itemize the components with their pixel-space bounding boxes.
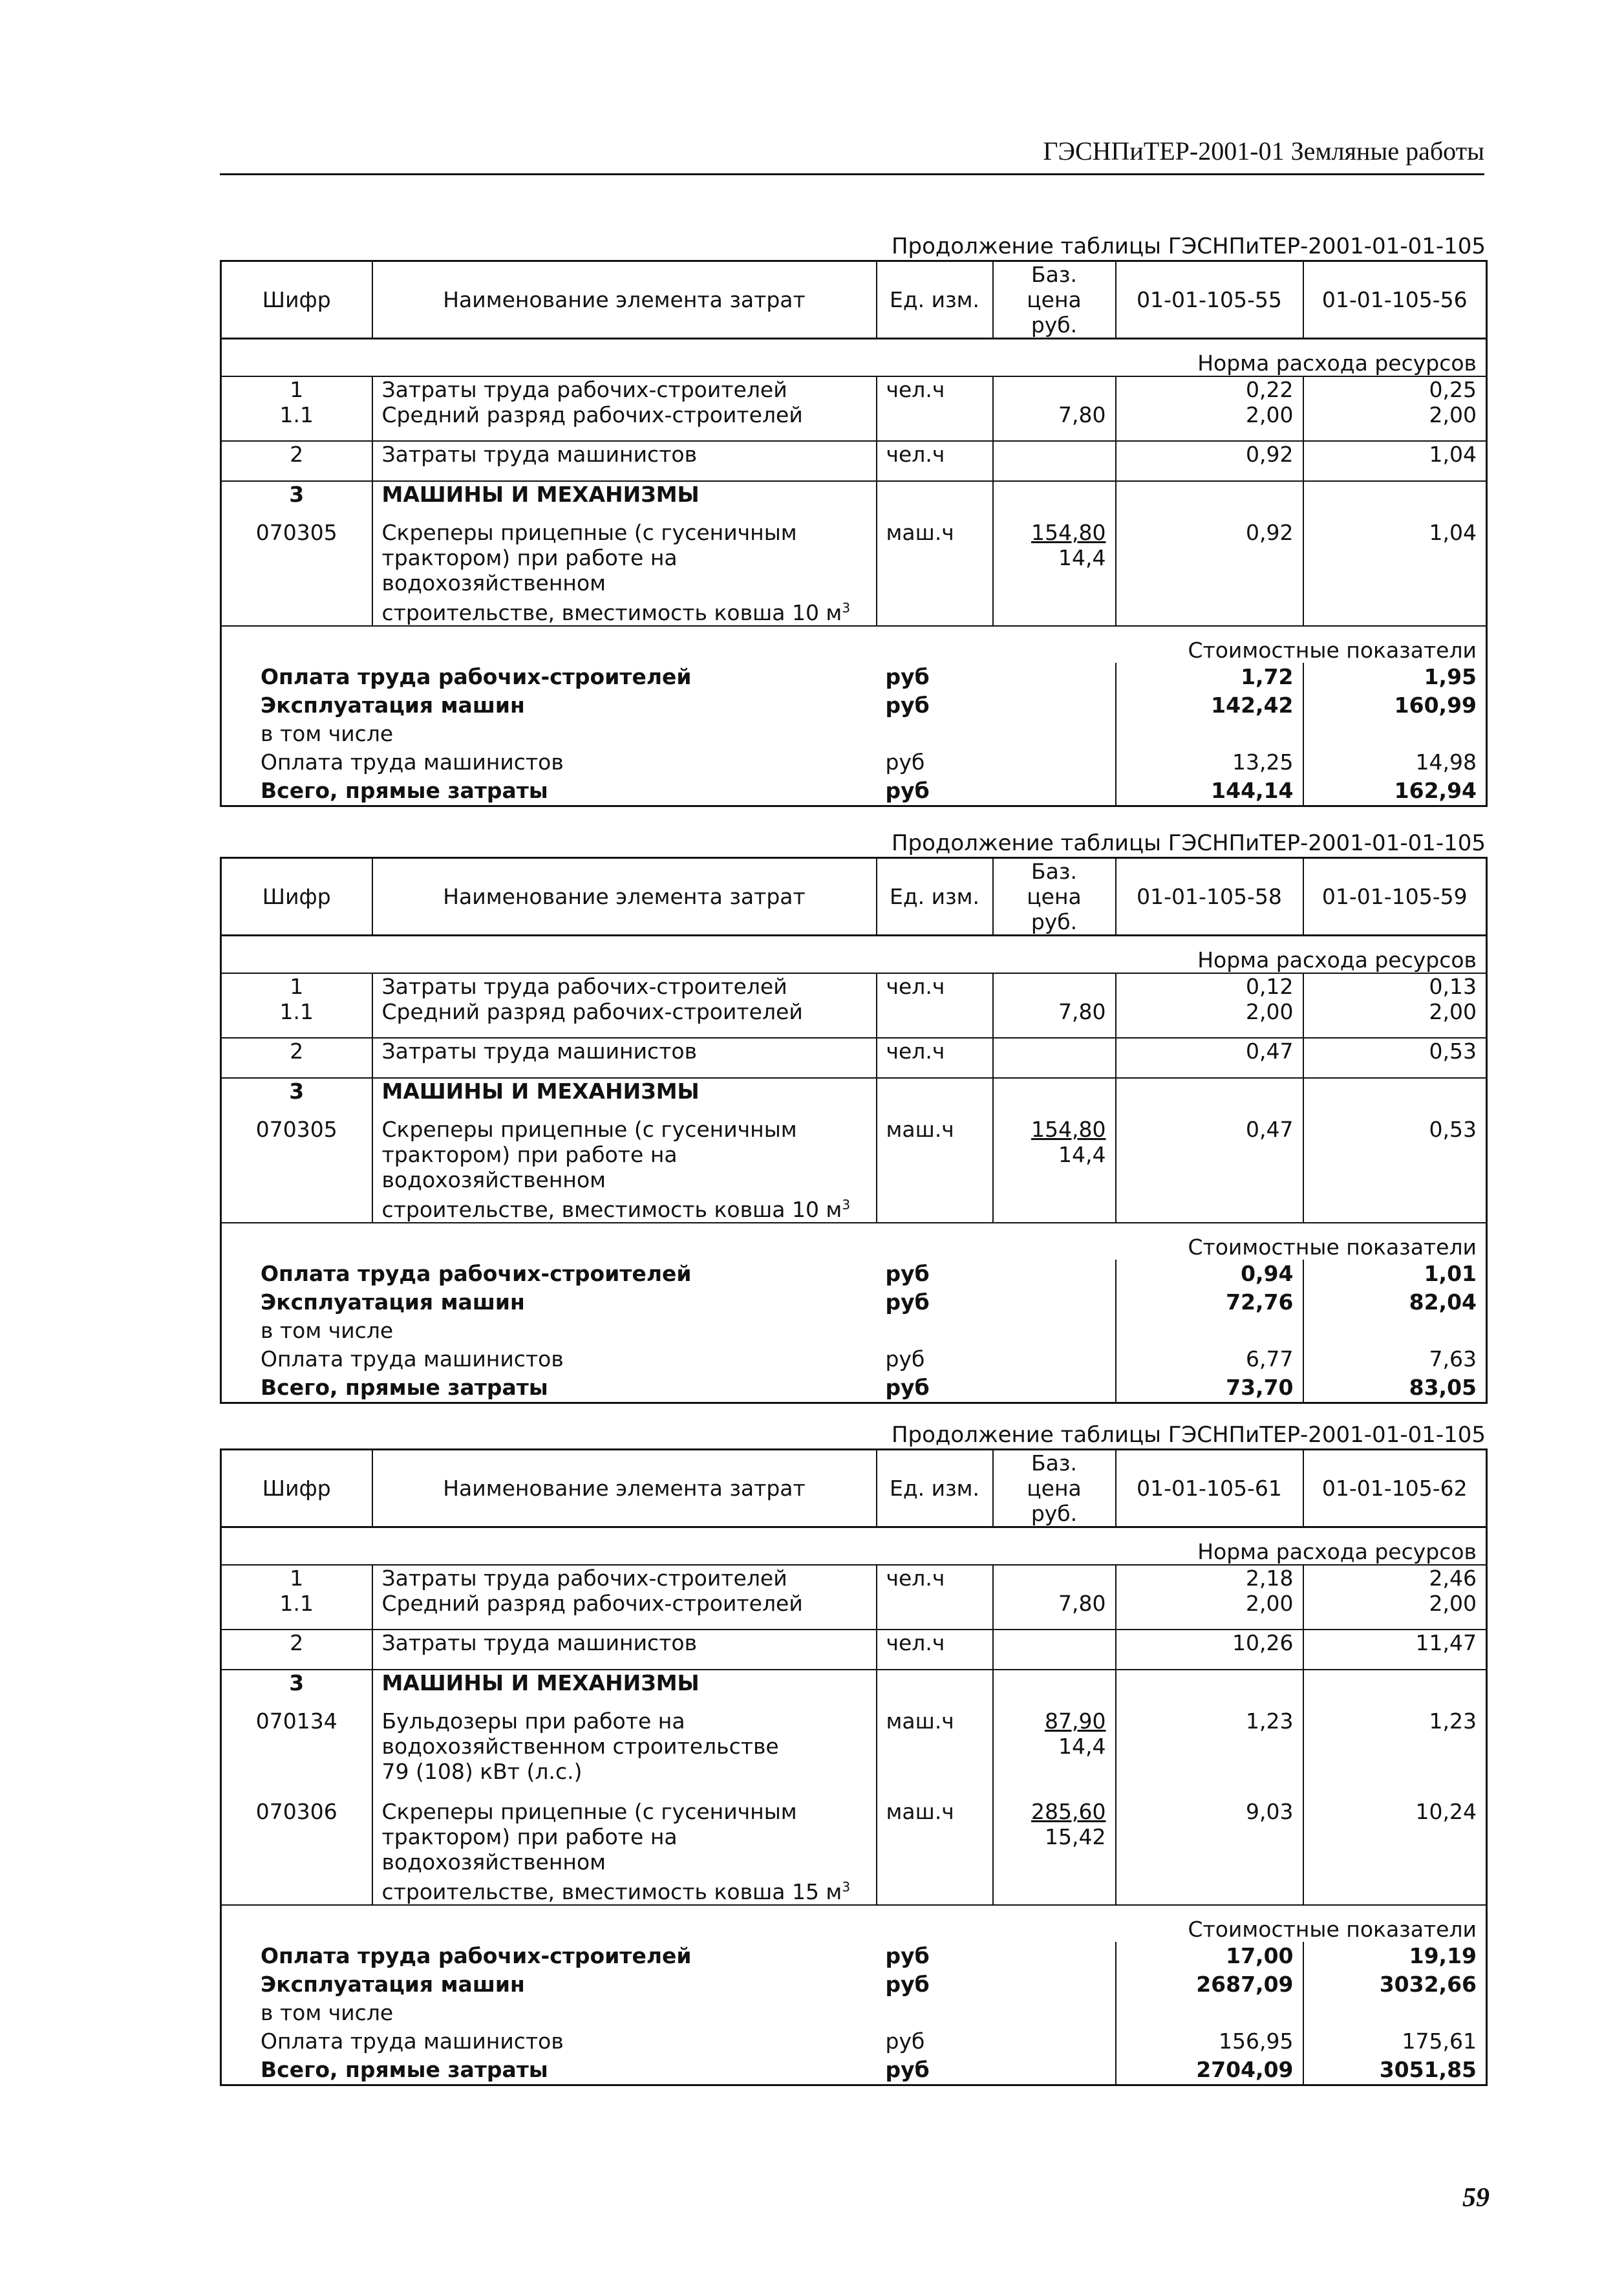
row-name: Средний разряд рабочих-строителей [372,999,877,1038]
row-code: 2 [221,1630,372,1670]
page-number: 59 [1462,2183,1490,2213]
summary-row [221,1317,1487,1345]
summary-value-b: 83,05 [1409,1375,1477,1400]
header-col-b: 01-01-105-59 [1303,858,1487,936]
row-price [993,441,1116,481]
summary-value-a: 2687,09 [1116,1970,1303,1999]
summary-value-b: 162,94 [1394,778,1477,803]
summary-unit: руб [885,1261,930,1286]
summary-unit: руб [885,1289,930,1315]
row-code: 1.1 [221,402,372,441]
row-unit: маш.ч [877,1117,993,1223]
summary-value-b: 7,63 [1429,1346,1477,1372]
summary-row [221,748,1487,777]
resource-table-1 [220,233,1486,807]
header-col-a: 01-01-105-61 [1116,1450,1303,1527]
row-code: 1 [221,1565,372,1591]
summary-value-b: 3051,85 [1379,2057,1477,2082]
row-value-a: 0,47 [1116,1038,1303,1078]
header-code: Шифр [221,261,372,339]
section-row [221,339,1487,377]
header-price [993,1450,1116,1527]
row-name: Средний разряд рабочих-строителей [372,402,877,441]
row-name: МАШИНЫ И МЕХАНИЗМЫ [372,481,877,520]
header-col-b: 01-01-105-56 [1303,261,1487,339]
summary-unit: руб [885,778,930,803]
section-row [221,1905,1487,1942]
row-price: 7,80 [993,999,1116,1038]
table-row [221,376,1487,402]
header-price [993,261,1116,339]
row-unit: маш.ч [877,1799,993,1905]
row-code: 070305 [221,520,372,626]
header-row [221,1450,1487,1527]
header-price-line1: Баз. цена [1027,1450,1082,1501]
row-price: 154,80 14,4 [993,520,1116,626]
summary-row [221,1260,1487,1288]
table-row [221,441,1487,481]
summary-value-b: 82,04 [1409,1289,1477,1315]
row-value-b: 0,25 [1303,376,1487,402]
row-unit: чел.ч [877,1038,993,1078]
summary-row [221,1288,1487,1317]
summary-value-b: 3032,66 [1379,1972,1477,1997]
row-price [993,1565,1116,1591]
row-value-a: 10,26 [1116,1630,1303,1670]
summary-row [221,1373,1487,1403]
summary-value-b: 1,01 [1424,1261,1477,1286]
row-name: Средний разряд рабочих-строителей [372,1591,877,1630]
summary-label: Всего, прямые затраты [261,1375,548,1400]
summary-row [221,720,1487,748]
summary-label: Эксплуатация машин [261,693,525,718]
row-value-b: 2,00 [1429,1591,1477,1616]
row-code: 2 [221,1038,372,1078]
summary-value-a: 2704,09 [1116,2056,1303,2085]
summary-label: Всего, прямые затраты [261,778,548,803]
summary-unit: руб [885,2029,925,2054]
row-value-a: 2,18 [1116,1565,1303,1591]
summary-value-a: 6,77 [1116,1345,1303,1373]
summary-row [221,1942,1487,1970]
summary-label: в том числе [261,721,394,746]
header-name: Наименование элемента затрат [372,858,877,936]
row-price: 7,80 [993,402,1116,441]
summary-value-b: 14,98 [1415,749,1477,775]
summary-unit: руб [885,693,930,718]
row-price [993,1038,1116,1078]
summary-row [221,2027,1487,2056]
summary-label: в том числе [261,1318,394,1343]
summary-unit: руб [885,1972,930,1997]
row-value-b: 2,00 [1429,402,1477,427]
row-code: 1.1 [221,1591,372,1630]
norms-table [220,857,1488,1404]
header-price-line2: руб. [1031,312,1078,338]
row-name: Затраты труда рабочих-строителей [372,376,877,402]
row-price [993,376,1116,402]
table-caption: Продолжение таблицы ГЭСНПиТЕР-2001-01-01-105 [891,1422,1486,1448]
row-code: 1 [221,376,372,402]
row-unit: чел.ч [877,1565,993,1591]
header-col-b: 01-01-105-62 [1303,1450,1487,1527]
norms-table [220,260,1488,807]
row-name: Скреперы прицепные (с гусеничным трактором) при работе на водохозяйственном строительстве, вместимость ковша 10 $м^3$ [372,520,877,626]
summary-value-a: 1,72 [1116,663,1303,691]
machine-row [221,1708,1487,1799]
table-row [221,1630,1487,1670]
row-unit: маш.ч [877,520,993,626]
machine-row [221,520,1487,626]
row-code: 2 [221,441,372,481]
header-price-line1: Баз. цена [1027,262,1082,312]
row-price: 154,80 14,4 [993,1117,1116,1223]
row-unit: чел.ч [877,376,993,402]
row-value-a: 2,00 [1116,999,1303,1038]
table-caption: Продолжение таблицы ГЭСНПиТЕР-2001-01-01-105 [891,830,1486,856]
section-row [221,626,1487,663]
resource-table-2 [220,830,1486,1404]
header-rule [220,173,1484,175]
summary-value-b: 175,61 [1402,2029,1477,2054]
summary-value-b: 1,95 [1424,664,1477,689]
row-value-b: 1,04 [1429,520,1477,545]
row-value-b: 2,46 [1303,1565,1487,1591]
row-value-b: 0,53 [1303,1038,1487,1078]
summary-label: Оплата труда рабочих-строителей [261,664,692,689]
header-name: Наименование элемента затрат [372,1450,877,1527]
row-code: 3 [221,1078,372,1117]
row-value-b: 1,23 [1429,1708,1477,1734]
row-code: 070306 [221,1799,372,1905]
summary-row [221,1345,1487,1373]
header-price-line2: руб. [1031,1501,1078,1526]
summary-label: Оплата труда машинистов [261,749,564,775]
summary-value-a: 72,76 [1116,1288,1303,1317]
row-unit [877,402,993,441]
row-code: 070305 [221,1117,372,1223]
summary-value-a: 0,94 [1116,1260,1303,1288]
row-name: Затраты труда машинистов [372,1630,877,1670]
section-label: Стоимостные показатели [221,1905,1487,1942]
table-row [221,481,1487,520]
header-unit: Ед. изм. [877,858,993,936]
row-name: Затраты труда рабочих-строителей [372,973,877,999]
summary-row [221,1970,1487,1999]
summary-label: Оплата труда рабочих-строителей [261,1261,692,1286]
row-price [993,1630,1116,1670]
section-label: Норма расхода ресурсов [221,1527,1487,1566]
machine-row [221,1117,1487,1223]
row-unit: чел.ч [877,1630,993,1670]
section-label: Стоимостные показатели [221,1223,1487,1260]
row-value-b: 11,47 [1303,1630,1487,1670]
row-unit: маш.ч [877,1708,993,1799]
summary-value-b: 160,99 [1394,693,1477,718]
table-row [221,402,1487,441]
summary-unit: руб [885,1375,930,1400]
header-name: Наименование элемента затрат [372,261,877,339]
header-unit: Ед. изм. [877,261,993,339]
row-name: МАШИНЫ И МЕХАНИЗМЫ [372,1078,877,1117]
summary-row [221,691,1487,720]
summary-row [221,663,1487,691]
row-name: Скреперы прицепные (с гусеничным трактором) при работе на водохозяйственном строительстве, вместимость ковша 10 $м^3$ [372,1117,877,1223]
row-unit: чел.ч [877,973,993,999]
summary-unit: руб [885,664,930,689]
summary-value-a: 17,00 [1116,1942,1303,1970]
summary-label: Эксплуатация машин [261,1972,525,1997]
row-value-a: 2,00 [1116,402,1303,441]
table-row [221,1078,1487,1117]
table-row [221,1565,1487,1591]
section-row [221,936,1487,974]
resource-table-3 [220,1421,1486,2086]
summary-value-b: 19,19 [1409,1943,1477,1968]
section-label: Норма расхода ресурсов [221,936,1487,974]
header-col-a: 01-01-105-58 [1116,858,1303,936]
summary-row [221,2056,1487,2085]
summary-label: Оплата труда рабочих-строителей [261,1943,692,1968]
summary-label: Оплата труда машинистов [261,2029,564,2054]
summary-label: Оплата труда машинистов [261,1346,564,1372]
summary-value-a: 13,25 [1116,748,1303,777]
row-unit [877,1591,993,1630]
header-col-a: 01-01-105-55 [1116,261,1303,339]
summary-value-a: 142,42 [1116,691,1303,720]
section-row [221,1527,1487,1566]
row-value-a: 0,12 [1116,973,1303,999]
row-price [993,973,1116,999]
table-row [221,1591,1487,1630]
row-code: 3 [221,481,372,520]
header-price-line1: Баз. цена [1027,859,1082,909]
row-name: Затраты труда рабочих-строителей [372,1565,877,1591]
machine-row [221,1799,1487,1905]
row-value-a: 2,00 [1116,1591,1303,1630]
row-value-a: 0,92 [1116,520,1303,626]
header-price [993,858,1116,936]
summary-unit: руб [885,749,925,775]
row-name: Затраты труда машинистов [372,1038,877,1078]
row-name: Скреперы прицепные (с гусеничным трактором) при работе на водохозяйственном строительстве, вместимость ковша 15 $м^3$ [372,1799,877,1905]
running-header: ГЭСНПиТЕР-2001-01 Земляные работы [1043,136,1484,166]
section-label: Норма расхода ресурсов [221,339,1487,377]
row-value-a: 0,22 [1116,376,1303,402]
row-value-b: 0,53 [1429,1117,1477,1142]
row-code: 1.1 [221,999,372,1038]
row-value-b: 2,00 [1429,999,1477,1024]
summary-label: Эксплуатация машин [261,1289,525,1315]
row-value-a: 0,92 [1116,441,1303,481]
summary-row [221,777,1487,806]
header-code: Шифр [221,858,372,936]
summary-unit: руб [885,1346,925,1372]
row-name: Бульдозеры при работе на водохозяйственном строительстве 79 (108) кВт (л.с.) [372,1708,877,1799]
section-label: Стоимостные показатели [221,626,1487,663]
header-code: Шифр [221,1450,372,1527]
table-caption: Продолжение таблицы ГЭСНПиТЕР-2001-01-01-105 [891,233,1486,259]
row-name: МАШИНЫ И МЕХАНИЗМЫ [372,1670,877,1708]
row-code: 1 [221,973,372,999]
summary-row [221,1999,1487,2027]
header-unit: Ед. изм. [877,1450,993,1527]
summary-label: Всего, прямые затраты [261,2057,548,2082]
row-value-a: 0,47 [1116,1117,1303,1223]
summary-unit: руб [885,1943,930,1968]
row-unit [877,999,993,1038]
row-value-b: 0,13 [1303,973,1487,999]
section-row [221,1223,1487,1260]
row-price: 285,60 15,42 [993,1799,1116,1905]
summary-value-a: 144,14 [1116,777,1303,806]
row-price: 7,80 [993,1591,1116,1630]
row-name: Затраты труда машинистов [372,441,877,481]
row-unit: чел.ч [877,441,993,481]
row-code: 3 [221,1670,372,1708]
summary-unit: руб [885,2057,930,2082]
row-value-b: 1,04 [1303,441,1487,481]
table-row [221,973,1487,999]
row-value-a: 1,23 [1116,1708,1303,1799]
row-value-b: 10,24 [1415,1799,1477,1824]
table-row [221,1670,1487,1708]
summary-value-a: 73,70 [1116,1373,1303,1403]
header-row [221,858,1487,936]
table-row [221,1038,1487,1078]
row-price: 87,90 14,4 [993,1708,1116,1799]
summary-value-a: 156,95 [1116,2027,1303,2056]
summary-label: в том числе [261,2000,394,2025]
header-row [221,261,1487,339]
row-code: 070134 [221,1708,372,1799]
header-price-line2: руб. [1031,909,1078,934]
table-row [221,999,1487,1038]
norms-table [220,1448,1488,2086]
row-value-a: 9,03 [1116,1799,1303,1905]
